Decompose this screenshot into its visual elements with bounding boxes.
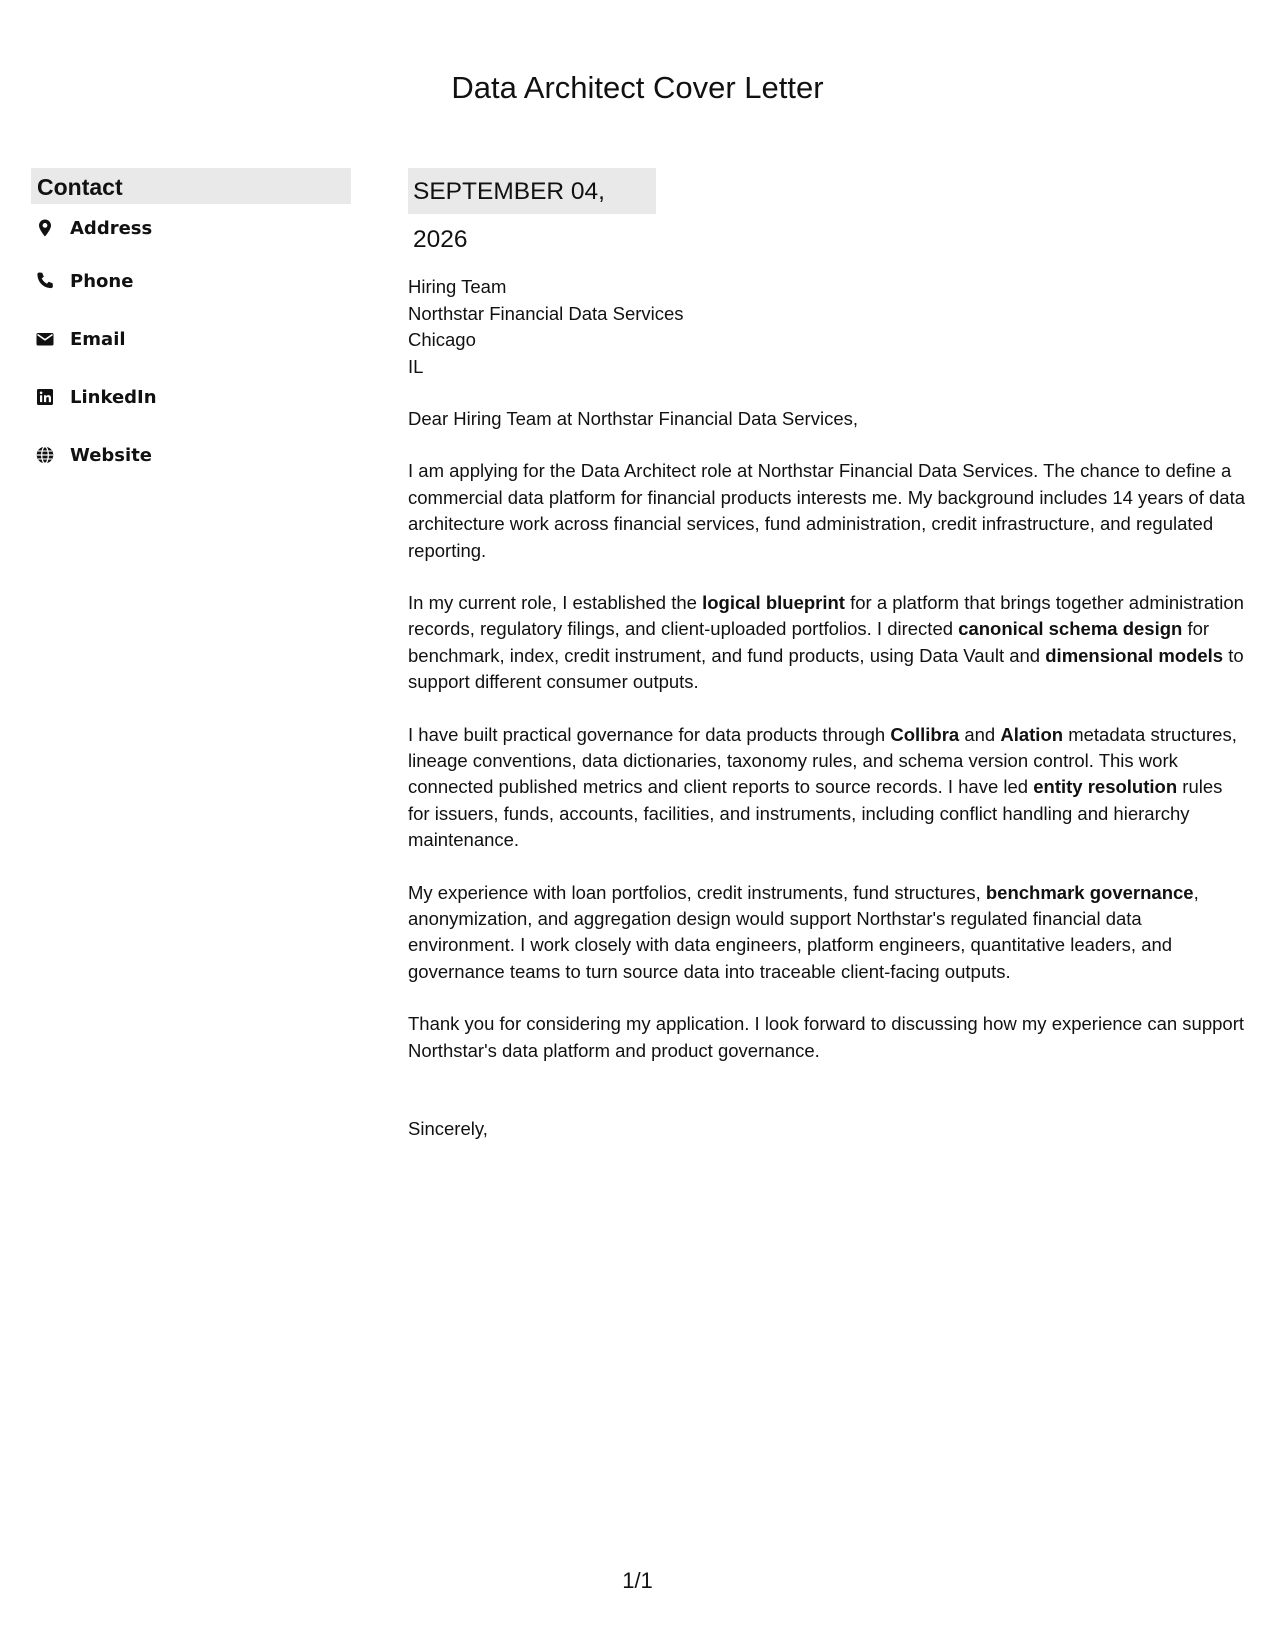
bold-keyword: benchmark governance	[985, 881, 1194, 903]
bold-keyword: canonical schema design	[958, 618, 1183, 640]
bold-keyword: Collibra	[890, 723, 960, 745]
contact-label-website: Website	[70, 444, 153, 466]
bold-keyword: entity resolution	[1033, 776, 1178, 798]
letter-date: SEPTEMBER 04, 2026	[408, 168, 656, 214]
paragraph-text: for a platform that brings together administration records, regulatory filings, and client-uploaded portfolios. I directed	[408, 592, 1244, 640]
contact-label-email: Email	[70, 328, 126, 350]
phone-icon	[35, 271, 55, 291]
document-title: Data Architect Cover Letter	[451, 70, 824, 105]
paragraph-text: rules for issuers, funds, accounts, facilities, and instruments, including conflict handling and hierarchy maintenance.	[408, 776, 1223, 851]
contact-item-website	[31, 426, 351, 484]
contact-heading: Contact	[31, 168, 351, 204]
bold-keyword: dimensional models	[1045, 644, 1224, 666]
salutation: Dear Hiring Team at Northstar Financial Data Services,	[408, 407, 858, 429]
paragraph-text: to support different consumer outputs.	[408, 644, 1244, 693]
paragraph-text: Thank you for considering my application. I look forward to discussing how my experience can support Northstar's data platform and product governance.	[408, 1013, 1245, 1061]
paragraph-text: and	[959, 723, 1001, 745]
paragraph-text: metadata structures, lineage conventions, data dictionaries, taxonomy rules, and schema version control. This work connected published metrics and client reports to source records. I have led	[408, 723, 1237, 798]
letter-paragraph	[408, 458, 1248, 564]
recipient-block	[408, 274, 1248, 380]
letter-paragraphs	[408, 458, 1248, 1064]
recipient-name: Hiring Team	[408, 276, 507, 298]
letter-paragraph	[408, 722, 1248, 854]
paragraph-text: , anonymization, and aggregation design would support Northstar's regulated financial data environment. I work closely with data engineers, platform engineers, quantitative leaders, and governance teams to turn source data into traceable client-facing outputs.	[408, 881, 1199, 982]
letter-paragraph	[408, 880, 1248, 986]
contact-label-address: Address	[70, 217, 153, 239]
contact-item-phone	[31, 252, 351, 310]
letter-body	[408, 168, 1248, 1143]
recipient-state: IL	[408, 355, 424, 377]
contact-list	[31, 204, 351, 484]
bold-keyword: logical blueprint	[702, 592, 845, 613]
contact-item-linkedin	[31, 368, 351, 426]
paragraph-text: I have built practical governance for data products through	[408, 723, 891, 745]
paragraph-text: My experience with loan portfolios, credit instruments, fund structures,	[408, 881, 986, 903]
page-indicator: 1/1	[622, 1568, 653, 1593]
contact-label-linkedin: LinkedIn	[70, 386, 157, 408]
contact-sidebar	[31, 168, 351, 484]
signoff: Sincerely,	[408, 1118, 488, 1140]
bold-keyword: Alation	[1000, 723, 1064, 745]
contact-label-phone: Phone	[70, 270, 134, 292]
letter-paragraph	[408, 590, 1248, 696]
recipient-city: Chicago	[408, 329, 476, 351]
paragraph-text: for benchmark, index, credit instrument, and fund products, using Data Vault and	[408, 618, 1210, 666]
contact-item-email	[31, 310, 351, 368]
recipient-company: Northstar Financial Data Services	[408, 302, 684, 324]
envelope-icon	[35, 329, 55, 349]
map-pin-icon	[35, 218, 55, 238]
globe-icon	[35, 445, 55, 465]
paragraph-text: In my current role, I established the	[408, 592, 703, 613]
linkedin-icon	[35, 387, 55, 407]
contact-item-address	[31, 204, 351, 252]
paragraph-text: I am applying for the Data Architect role at Northstar Financial Data Services. The chance to define a commercial data platform for financial products interests me. My background includes 14 years of data architecture work across financial services, fund administration, credit infrastructure, and regulated reporting.	[408, 460, 1246, 561]
letter-paragraph	[408, 1011, 1248, 1064]
